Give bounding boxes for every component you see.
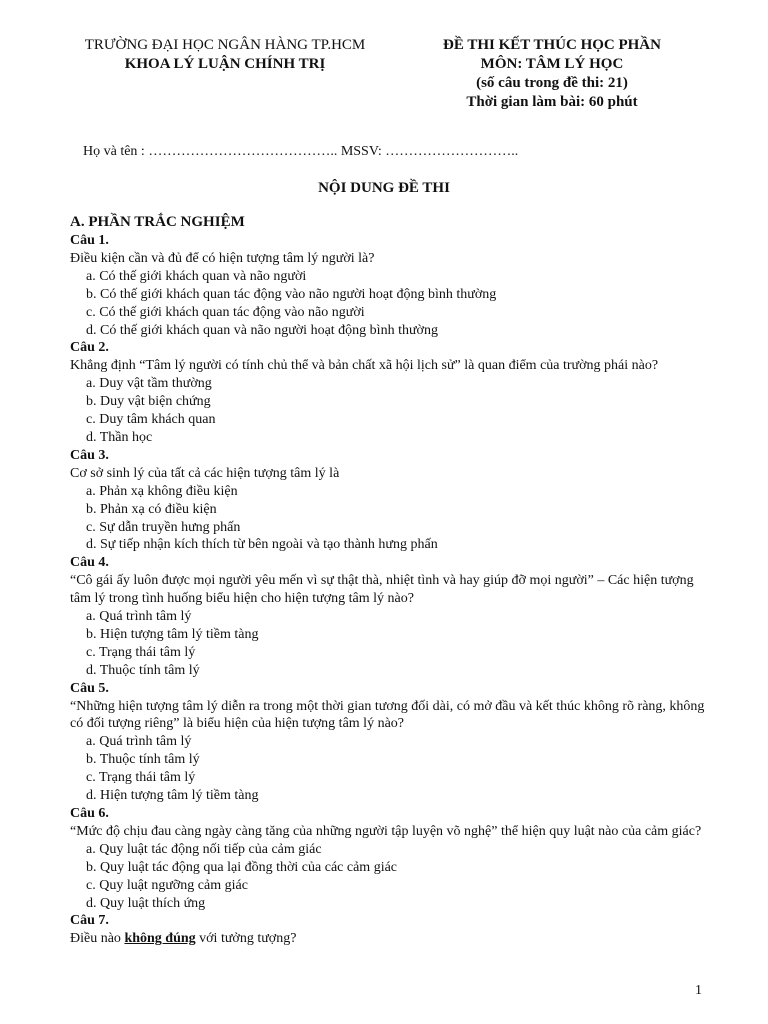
section-title: NỘI DUNG ĐỀ THI	[318, 180, 450, 196]
answer-option: b. Thuộc tính tâm lý	[86, 752, 200, 768]
question-text: Cơ sở sinh lý của tất cả các hiện tượng tâm lý là	[70, 465, 340, 481]
school-header	[60, 36, 390, 74]
question-label: Câu 2.	[70, 340, 109, 356]
time-limit: Thời gian làm bài: 60 phút	[466, 94, 638, 110]
question-4	[70, 554, 718, 679]
answer-option: c. Trạng thái tâm lý	[86, 644, 196, 660]
question-label: Câu 3.	[70, 447, 109, 463]
question-label: Câu 5.	[70, 680, 109, 696]
answer-option: b. Phản xạ có điều kiện	[86, 501, 217, 517]
answer-option: a. Có thế giới khách quan và não người	[86, 268, 307, 284]
answer-option: d. Thần học	[86, 429, 153, 445]
answer-option: a. Duy vật tầm thường	[86, 376, 212, 392]
question-label: Câu 7.	[70, 913, 109, 929]
question-text: Khẳng định “Tâm lý người có tính chủ thể và bản chất xã hội lịch sử” là quan điểm của trường phái nào?	[70, 358, 659, 374]
answer-option: b. Quy luật tác động qua lại đồng thời của các cảm giác	[86, 859, 398, 875]
page-number: 1	[695, 983, 702, 998]
answer-option: a. Quá trình tâm lý	[86, 609, 192, 625]
answer-option: c. Sự dẫn truyền hưng phấn	[86, 519, 241, 535]
faculty-name: KHOA LÝ LUẬN CHÍNH TRỊ	[124, 56, 326, 72]
question-text-before: Điều nào	[70, 931, 125, 947]
answer-option: d. Quy luật thích ứng	[86, 895, 206, 911]
answer-option: b. Có thế giới khách quan tác động vào não người hoạt động bình thường	[86, 286, 497, 302]
question-text	[70, 930, 718, 948]
question-2	[70, 339, 718, 446]
question-text: “Mức độ chịu đau càng ngày càng tăng của những người tập luyện võ nghệ” thể hiện quy luật nào của cảm giác?	[70, 823, 702, 839]
question-label: Câu 4.	[70, 555, 109, 571]
question-list	[70, 232, 718, 912]
question-1	[70, 232, 718, 339]
answer-option: b. Hiện tượng tâm lý tiềm tàng	[86, 626, 259, 642]
part-title: A. PHẦN TRẮC NGHIỆM	[70, 214, 245, 230]
answer-option: b. Duy vật biện chứng	[86, 394, 211, 410]
answer-option: a. Quy luật tác động nối tiếp của cảm giác	[86, 841, 322, 857]
question-3	[70, 447, 718, 554]
exam-title: ĐỀ THI KẾT THÚC HỌC PHẦN	[443, 37, 661, 53]
answer-option: d. Hiện tượng tâm lý tiềm tàng	[86, 788, 259, 804]
question-5	[70, 680, 718, 805]
answer-option: c. Trạng thái tâm lý	[86, 770, 196, 786]
question-text: “Cô gái ấy luôn được mọi người yêu mến vì sự thật thà, nhiệt tình và hay giúp đỡ mọi người” – Các hiện tượng tâm lý trong tình huống biểu hiện cho hiện tượng tâm lý nào?	[70, 573, 694, 607]
answer-option: a. Phản xạ không điều kiện	[86, 483, 238, 499]
school-name: TRƯỜNG ĐẠI HỌC NGÂN HÀNG TP.HCM	[84, 37, 366, 53]
question-6	[70, 805, 718, 912]
question-count: (số câu trong đề thi: 21)	[476, 75, 628, 91]
answer-option: d. Có thế giới khách quan và não người hoạt động bình thường	[86, 322, 438, 338]
question-label: Câu 1.	[70, 233, 109, 248]
exam-header	[402, 36, 702, 112]
question-text-emphasis: không đúng	[124, 931, 196, 947]
answer-option: c. Có thế giới khách quan tác động vào não người	[86, 304, 365, 320]
answer-option: d. Sự tiếp nhận kích thích từ bên ngoài và tạo thành hưng phấn	[86, 537, 438, 553]
subject-line: MÔN: TÂM LÝ HỌC	[480, 56, 624, 72]
answer-option: d. Thuộc tính tâm lý	[86, 662, 200, 678]
student-info-line: Họ và tên : ………………………………….. MSSV: ………………………..	[83, 144, 519, 159]
question-7	[70, 912, 718, 948]
answer-option: c. Duy tâm khách quan	[86, 412, 216, 428]
answer-option: a. Quá trình tâm lý	[86, 734, 192, 750]
question-text: Điều kiện cần và đủ để có hiện tượng tâm lý người là?	[70, 250, 375, 266]
exam-content	[70, 213, 718, 948]
answer-option: c. Quy luật ngưỡng cảm giác	[86, 877, 248, 893]
question-text: “Những hiện tượng tâm lý diễn ra trong một thời gian tương đối dài, có mở đầu và kết thúc không rõ ràng, không có đối tượng riêng” là biểu hiện của hiện tượng tâm lý nào?	[70, 698, 705, 732]
question-label: Câu 6.	[70, 806, 109, 821]
question-text-after: với tưởng tượng?	[195, 931, 297, 947]
